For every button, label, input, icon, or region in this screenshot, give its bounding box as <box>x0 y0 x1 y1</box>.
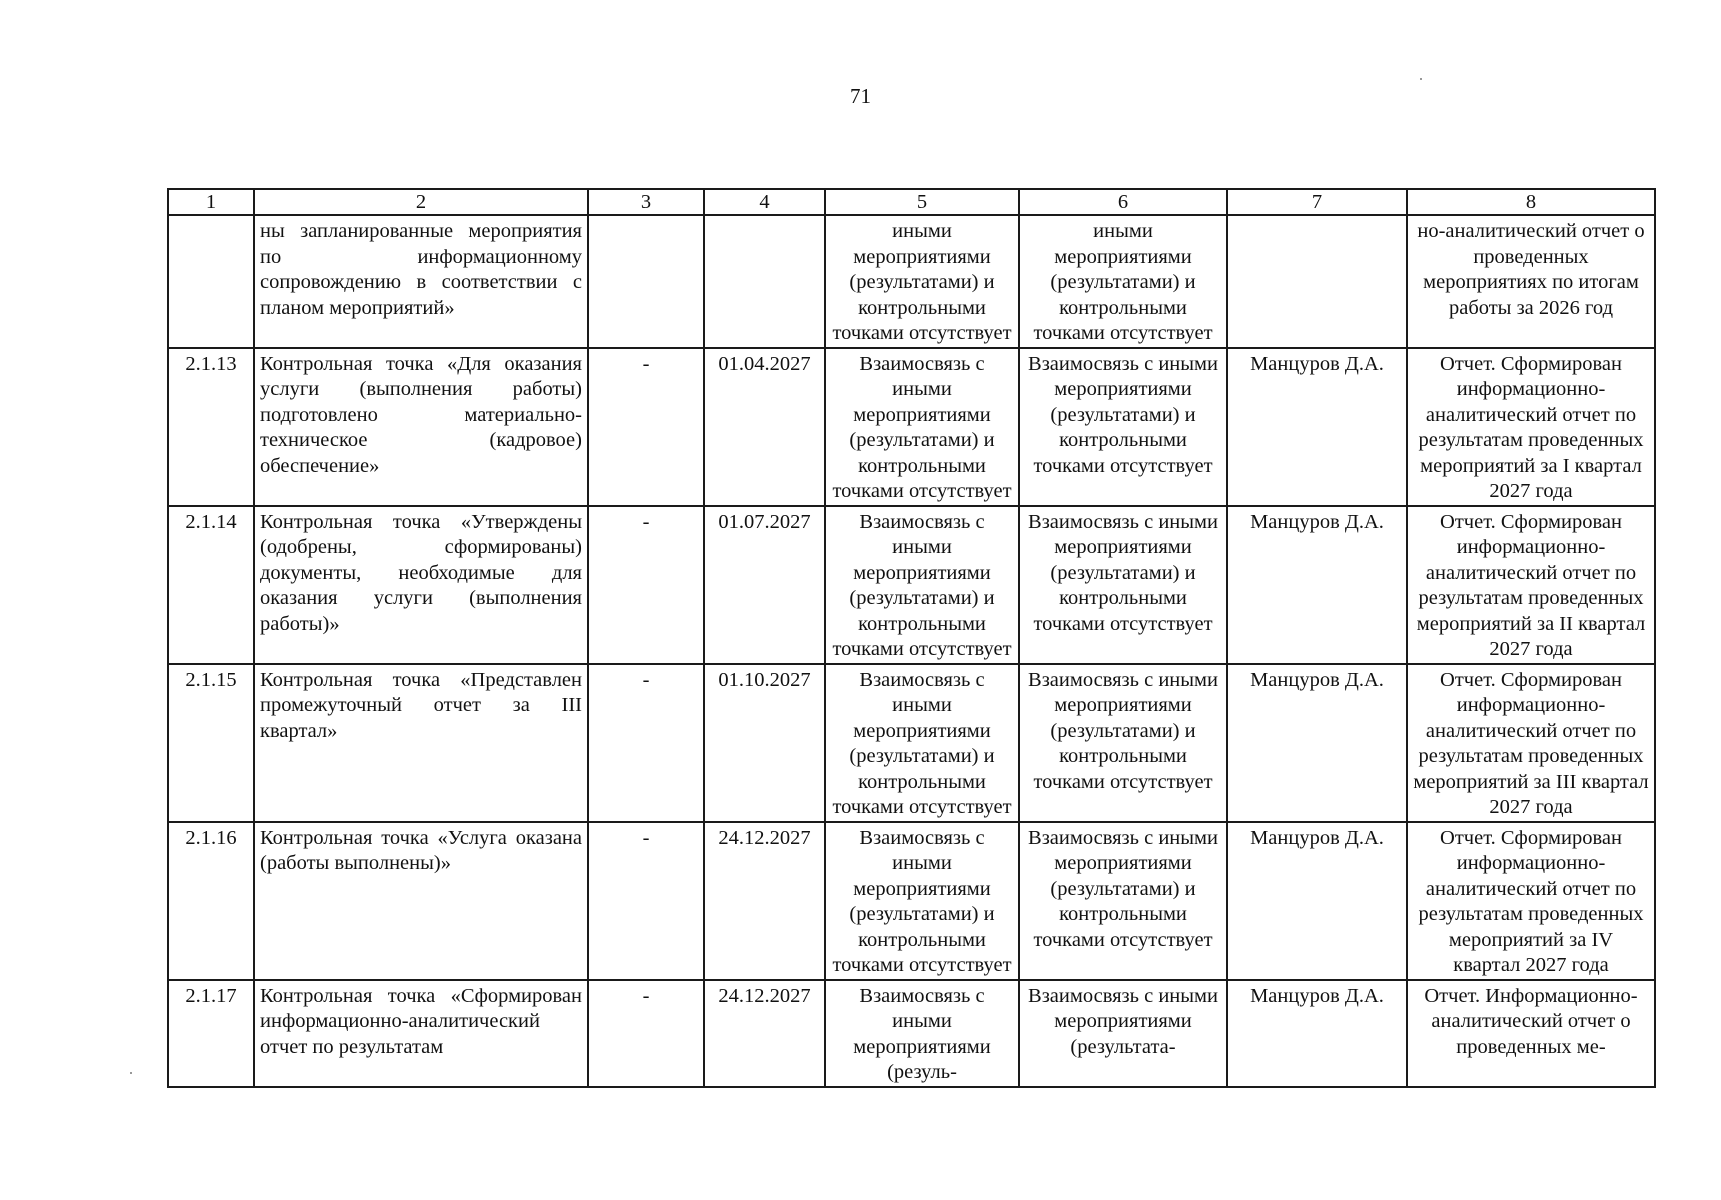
row-number: 2.1.14 <box>168 506 254 664</box>
due-date: 24.12.2027 <box>704 822 825 980</box>
relation-points: Взаимосвязь с иными мероприятиями (результатами) и контрольными точками отсутствует <box>1019 348 1227 506</box>
event-name: Контрольная точка «Представлен промежуточный отчет за III квартал» <box>254 664 588 822</box>
table-row <box>168 215 1655 348</box>
header-cell: 3 <box>588 189 704 215</box>
responsible-person <box>1227 215 1407 348</box>
header-cell: 4 <box>704 189 825 215</box>
relation-results: Взаимосвязь с иными мероприятиями (резуль- <box>825 980 1019 1087</box>
event-name: Контрольная точка «Услуга оказана (работы выполнены)» <box>254 822 588 980</box>
col3-value: - <box>588 348 704 506</box>
col3-value: - <box>588 664 704 822</box>
row-number: 2.1.15 <box>168 664 254 822</box>
result-description: Отчет. Сформирован информационно-аналитический отчет по результатам проведенных мероприятий за II квартал 2027 года <box>1407 506 1655 664</box>
header-cell: 5 <box>825 189 1019 215</box>
row-number: 2.1.17 <box>168 980 254 1087</box>
header-cell: 8 <box>1407 189 1655 215</box>
table-row <box>168 822 1655 980</box>
header-cell: 7 <box>1227 189 1407 215</box>
table-row <box>168 664 1655 822</box>
scan-speck <box>130 1072 132 1074</box>
relation-points: Взаимосвязь с иными мероприятиями (результатами) и контрольными точками отсутствует <box>1019 506 1227 664</box>
col3-value <box>588 215 704 348</box>
row-number: 2.1.13 <box>168 348 254 506</box>
due-date: 01.04.2027 <box>704 348 825 506</box>
responsible-person: Манцуров Д.А. <box>1227 506 1407 664</box>
relation-points: Взаимосвязь с иными мероприятиями (результатами) и контрольными точками отсутствует <box>1019 664 1227 822</box>
relation-results: Взаимосвязь с иными мероприятиями (результатами) и контрольными точками отсутствует <box>825 822 1019 980</box>
header-cell: 2 <box>254 189 588 215</box>
event-name: Контрольная точка «Сформирован информационно-аналитический отчет по результатам <box>254 980 588 1087</box>
result-description: Отчет. Сформирован информационно-аналитический отчет по результатам проведенных мероприятий за III квартал 2027 года <box>1407 664 1655 822</box>
header-cell: 6 <box>1019 189 1227 215</box>
relation-results: Взаимосвязь с иными мероприятиями (результатами) и контрольными точками отсутствует <box>825 664 1019 822</box>
relation-points: иными мероприятиями (результатами) и контрольными точками отсутствует <box>1019 215 1227 348</box>
plan-table <box>167 188 1656 1088</box>
table-row <box>168 506 1655 664</box>
result-description: Отчет. Сформирован информационно-аналитический отчет по результатам проведенных мероприятий за IV квартал 2027 года <box>1407 822 1655 980</box>
responsible-person: Манцуров Д.А. <box>1227 980 1407 1087</box>
row-number: 2.1.16 <box>168 822 254 980</box>
event-name: Контрольная точка «Утверждены (одобрены, сформированы) документы, необходимые для оказания услуги (выполнения работы)» <box>254 506 588 664</box>
result-description: Отчет. Информационно-аналитический отчет о проведенных ме- <box>1407 980 1655 1087</box>
relation-results: иными мероприятиями (результатами) и контрольными точками отсутствует <box>825 215 1019 348</box>
due-date: 01.07.2027 <box>704 506 825 664</box>
header-row <box>168 189 1655 215</box>
relation-results: Взаимосвязь с иными мероприятиями (результатами) и контрольными точками отсутствует <box>825 506 1019 664</box>
due-date: 24.12.2027 <box>704 980 825 1087</box>
scan-speck <box>1420 78 1422 80</box>
event-name: Контрольная точка «Для оказания услуги (выполнения работы) подготовлено материально-техническое (кадровое) обеспечение» <box>254 348 588 506</box>
col3-value: - <box>588 822 704 980</box>
col3-value: - <box>588 506 704 664</box>
result-description: Отчет. Сформирован информационно-аналитический отчет по результатам проведенных мероприятий за I квартал 2027 года <box>1407 348 1655 506</box>
page-number: 71 <box>850 84 871 108</box>
result-description: но-аналитический отчет о проведенных мероприятиях по итогам работы за 2026 год <box>1407 215 1655 348</box>
responsible-person: Манцуров Д.А. <box>1227 348 1407 506</box>
col3-value: - <box>588 980 704 1087</box>
table-row <box>168 980 1655 1087</box>
relation-points: Взаимосвязь с иными мероприятиями (результата- <box>1019 980 1227 1087</box>
event-name: ны запланированные мероприятия по информационному сопровождению в соответствии с планом мероприятий» <box>254 215 588 348</box>
due-date <box>704 215 825 348</box>
relation-points: Взаимосвязь с иными мероприятиями (результатами) и контрольными точками отсутствует <box>1019 822 1227 980</box>
relation-results: Взаимосвязь с иными мероприятиями (результатами) и контрольными точками отсутствует <box>825 348 1019 506</box>
header-cell: 1 <box>168 189 254 215</box>
table-row <box>168 348 1655 506</box>
row-number <box>168 215 254 348</box>
responsible-person: Манцуров Д.А. <box>1227 822 1407 980</box>
due-date: 01.10.2027 <box>704 664 825 822</box>
responsible-person: Манцуров Д.А. <box>1227 664 1407 822</box>
